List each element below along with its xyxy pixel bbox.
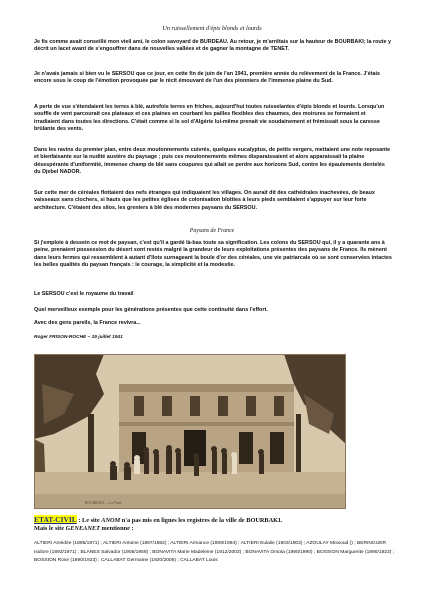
paragraph-3: A perte de vue s'étendaient les terres à blé, autrefois terres en friches, aujourd'hui toutes ruisselantes d'épis blonds et lourds. Lorsqu'un souffle de vent parcourait ces plateaux et ces plaines en courbant les pailles flexibles des chaumes, des moirures se formaient et irradiaient dans toutes les directions. C'était comme si le sol d'Algérie lui-même prenait vie soudainement et frémissait sous la caresse brûlante des vents. [34,104,385,132]
anom-site-name: ANOM [101,517,121,524]
paragraph-2: Je n'avais jamais si bien vu le SERSOU que ce jour, en cette fin de juin de l'an 1941, première année du relèvement de la France. J'étais encore sous le coup de l'émotion provoquée par le récit émouvant de l'un des pionniers de l'immense plaine du Sud. [34,71,380,85]
etat-civil-tag: ETAT-CIVIL [34,515,77,524]
geneanet-site-name: GENEANET [65,525,100,532]
photo-caption: BOURBAKI — La Poste [85,501,122,505]
paragraph-7: Le SERSOU c'est le royaume du travail [34,291,134,297]
etat-civil-intro [34,516,394,533]
document-title: Un ruissellement d'épis blonds et lourds [162,25,262,32]
etat-civil-text: mentionne : [99,525,134,532]
names-list: ALTIERI Amédée (1895/1971) ; ALTIERI Antoine (1897/1982) ; ALTIERI Armance (1909/1994) ; ALTIERI Eulalie (1903/1903) ; AZOULAY Missoud () ; BERINGUER Isidore (1893/1971) ; BLANES Salvador (1905/1958) ; BONAVITA Marie Madeleine (1912/2003) ; BONAVITA Orsola (1990/1990) ; BOSSION Marguerite (1890/1923) ; BOSSION Rose (1890/1923) ; CALLABAT Germaine (1920/2006) ; CALLABAT Louis [34,541,395,564]
paragraph-9: Avec des gens pareils, la France revivra... [34,320,141,326]
paragraph-1: Je fis comme avait conseillé mon vieil ami, le colon savoyard de BURDEAU. Au retour, je m'arrêtais sur la hauteur de BOURBAKI; la route y décrit un lacet avant de s'engouffrer dans de nouvelles vallées et de gagner la montagne de TENET. [34,39,391,53]
paragraph-5: Sur cette mer de céréales flottaient des nefs étranges qui indiquaient les villages. On aurait dit des cathédrales inachevées, de beaux vaisseaux sans clochers, si hauts que les petites églises de colonisation blotties à leurs pieds semblaient s'appuyer sur leur forte architecture. C'étaient des silos, les greniers à blé des modernes paysans du SERSOU. [34,190,375,211]
etat-civil-text: Mais le site [34,525,66,532]
etat-civil-text: : Le site [76,517,102,524]
paragraph-6: Si j'emploie à dessein ce mot de paysan, c'est qu'il a gardé là-bas toute sa signification. Les colons du SERSOU qui, il y a quarante ans à peine, prenaient possession du désert sont restés malgré la grandeur de leurs exploitations présentes des paysans de France. Ils mènent dans leurs fermes qui ressemblent à autant d'îlots surnageant la boule d'or des céréales, une vie patriarcale où se sont conservées intactes les belles qualités du paysan français : le courage, la simplicité et la modestie. [34,240,392,268]
etat-civil-text: n'a pas mis en lignes les registres de la ville de BOURBAKI. [120,517,283,524]
paragraph-8: Quel merveilleux exemple pour les générations présentes que cette continuité dans l'effort. [34,307,268,313]
paragraph-4: Dans les ravins du premier plan, entre deux moutonnements cuivrés, quelques eucalyptus, de petits vergers, mettaient une note reposante et bienfaisante sur la nudité austère du paysage ; puis ces moutonnements mêmes disparaissaient et alors apparaissait la plaine désespérante d'uniformité, immense champ de blé sans coupures qui allait se perdre aux horizons Sud, contre les épaulements dentelés du Djebel NADOR. [34,147,391,175]
historic-photo [34,354,346,509]
author-signature: Roger FRISON-ROCHE – 19 juillet 1941 [34,335,123,340]
section-subtitle: Paysans de France [189,228,235,234]
